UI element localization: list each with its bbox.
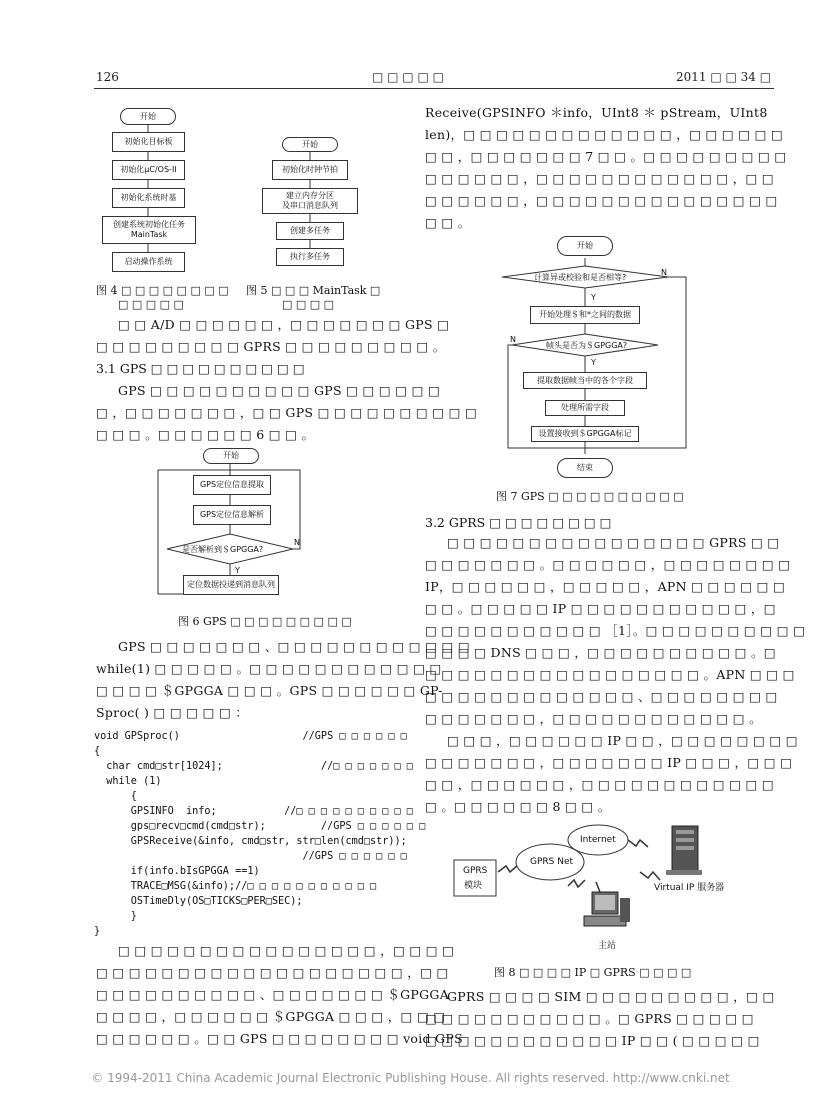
- fig7-set-flag: 设置接收到＄GPGGA标记: [531, 426, 639, 442]
- left-p2-l2: □ ，□ □ □ □ □ □ □ ，□ □ GPS □ □ □ □ □ □ □ □ □ □: [96, 405, 478, 420]
- code-line-3: char cmd□str[1024]; //□ □ □ □ □ □ □: [94, 761, 413, 772]
- right-p2-l6: □ □ □ □ DNS □ □ □ ，□ □ □ □ □ □ □ □ □ □ 。□: [425, 645, 776, 660]
- code-line-4: while (1): [94, 776, 162, 787]
- right-p2-l3: IP，□ □ □ □ □ □ ，□ □ □ □ □ ，APN □ □ □ □ □ □: [425, 579, 786, 594]
- left-p3-l1: GPS □ □ □ □ □ □ □ 、□ □ □ □ □ □ □ □ □ □ □ □: [118, 639, 470, 654]
- code-line-12: OSTimeDly(OS□TICKS□PER□SEC);: [94, 896, 303, 907]
- fig7-handle-fields: 处理所需字段: [545, 400, 625, 416]
- fig8-gprs-module-l2: 模块: [464, 881, 483, 891]
- code-line-2: {: [94, 746, 101, 757]
- right-p2-l1: □ □ □ □ □ □ □ □ □ □ □ □ □ □ □ □ GPRS □ □: [447, 535, 780, 550]
- fig4-init-timebase: 初始化系统时基: [112, 188, 185, 208]
- left-p1-l2: □ □ □ □ □ □ □ □ □ GPRS □ □ □ □ □ □ □ □ □ 。: [96, 339, 446, 354]
- fig4-create-task-l2: MainTask: [130, 230, 168, 239]
- right-p2-l9: □ □ □ □ □ □ □ ，□ □ □ □ □ □ □ □ □ □ □ □ 。: [425, 711, 762, 726]
- fig7-extract-fields: 提取数据帧当中的各个字段: [523, 372, 647, 389]
- code-line-14: }: [94, 926, 101, 937]
- fig8-caption: 图 8 □ □ □ □ IP □ GPRS □ □ □ □: [494, 966, 692, 979]
- fig4-caption-l2: □ □ □ □ □: [118, 298, 184, 311]
- fig7-decision-header: 帧头是否为＄GPGGA?: [546, 341, 628, 350]
- code-line-1: void GPSproc() //GPS □ □ □ □ □ □: [94, 731, 407, 742]
- copyright-footer: © 1994-2011 China Academic Journal Electronic Publishing House. All rights reserved. http://www.cnki.net: [91, 1071, 730, 1085]
- fig5-partition-l2: 及串口消息队列: [282, 201, 338, 210]
- issue-info: 2011 □ □ 34 □: [676, 70, 772, 84]
- right-p4-l2: □ □ □ □ □ □ □ □ □ □ □ 。□ GPRS □ □ □ □ □: [425, 1011, 754, 1026]
- fig6-parse: GPS定位信息解析: [193, 505, 271, 525]
- fig6-start: 开始: [203, 448, 259, 464]
- fig6-yes: Y: [235, 566, 240, 575]
- fig7-decision-checksum: 计算异或校验和是否相等?: [534, 273, 627, 282]
- fig6-decision: 是否解析到＄GPGGA?: [182, 545, 264, 554]
- fig4-create-task-l1: 创建系统初始化任务: [113, 220, 185, 229]
- code-line-5: {: [94, 791, 137, 802]
- fig5-caption-l2: □ □ □ □: [282, 298, 335, 311]
- fig7-start: 开始: [557, 236, 613, 256]
- right-p1-l1: Receive(GPSINFO ＊info，UInt8 ＊ pStream，UInt8: [425, 105, 768, 120]
- right-p3-l2: □ □ □ □ □ □ □ ，□ □ □ □ □ □ □ IP □ □ □ ，□ □ □: [425, 755, 793, 770]
- section-3-1-heading: 3.1 GPS □ □ □ □ □ □ □ □ □ □: [96, 361, 305, 376]
- left-p3-l3: □ □ □ □ ＄GPGGA □ □ □ 。GPS □ □ □ □ □ □ GP-: [96, 683, 443, 698]
- page-number: 126: [96, 70, 119, 84]
- fig8-master-label: 主站: [598, 941, 617, 951]
- right-p3-l3: □ □ ，□ □ □ □ □ □ ，□ □ □ □ □ □ □ □ □ □ □ □: [425, 777, 775, 792]
- code-line-6: GPSINFO info; //□ □ □ □ □ □ □ □ □ □: [94, 806, 413, 817]
- right-p1-l6: □ □ 。: [425, 215, 471, 230]
- code-line-9: //GPS □ □ □ □ □ □: [94, 851, 407, 862]
- right-p4-l3: □ □ □ □ □ □ □ □ □ □ □ □ IP □ □ ( □ □ □ □ □: [425, 1033, 760, 1048]
- right-p3-l1: □ □ □ ，□ □ □ □ □ □ IP □ □ ，□ □ □ □ □ □ □ □: [447, 733, 798, 748]
- fig6-no: N: [294, 538, 300, 547]
- right-p2-l5: □ □ □ □ □ □ □ □ □ □ □ ［1］。□ □ □ □ □ □ □ □ □ □: [425, 623, 806, 638]
- left-p4-l2: □ □ □ □ □ □ □ □ □ □ □ □ □ □ □ □ □ □ □ ，□ □: [96, 965, 449, 980]
- left-p4-l5: □ □ □ □ □ □ 。□ □ GPS □ □ □ □ □ □ □ □ void GPS: [96, 1031, 463, 1046]
- fig6-post-queue: 定位数据投递到消息队列: [183, 575, 279, 595]
- left-p4-l1: □ □ □ □ □ □ □ □ □ □ □ □ □ □ □ □ ，□ □ □ □: [118, 943, 455, 958]
- code-line-10: if(info.bIsGPGGA ==1): [94, 866, 260, 877]
- code-line-8: GPSReceive(&info, cmd□str, str□len(cmd□str));: [94, 836, 407, 847]
- fig7-no-2: N: [510, 335, 516, 344]
- fig8-server-icon: [666, 826, 702, 875]
- fig8-pc-icon: [584, 892, 630, 926]
- fig7-caption: 图 7 GPS □ □ □ □ □ □ □ □ □ □: [496, 490, 684, 503]
- right-p4-l1: GPRS □ □ □ □ SIM □ □ □ □ □ □ □ □ □ ，□ □: [447, 989, 775, 1004]
- fig5-run-tasks: 执行多任务: [276, 248, 344, 266]
- fig4-init-ucos: 初始化μC/OS-II: [112, 160, 185, 180]
- right-p1-l4: □ □ □ □ □ □ ，□ □ □ □ □ □ □ □ □ □ □ □ ，□ □: [425, 171, 775, 186]
- fig5-create-partition: [262, 188, 358, 214]
- fig7-end: 结束: [557, 458, 613, 478]
- left-p4-l4: □ □ □ □ ，□ □ □ □ □ □ ＄GPGGA □ □ □ ，□ □ □: [96, 1009, 446, 1024]
- right-p1-l5: □ □ □ □ □ □ ，□ □ □ □ □ □ □ □ □ □ □ □ □ □ □: [425, 193, 778, 208]
- left-p3-l4: Sproc( ) □ □ □ □ □ ：: [96, 705, 249, 720]
- header-rule: [94, 88, 774, 89]
- fig5-caption-l1: 图 5 □ □ □ MainTask □: [246, 284, 381, 297]
- left-p1-l1: □ □ A/D □ □ □ □ □ □ ，□ □ □ □ □ □ □ GPS □: [118, 317, 450, 332]
- left-p3-l2: while(1) □ □ □ □ □ 。□ □ □ □ □ □ □ □ □ □ □ □: [96, 661, 442, 676]
- fig7-yes-2: Y: [591, 358, 596, 367]
- fig4-caption-l1: 图 4 □ □ □ □ □ □ □ □: [96, 284, 229, 297]
- fig4-start: 开始: [120, 108, 176, 125]
- left-p2-l1: GPS □ □ □ □ □ □ □ □ □ □ GPS □ □ □ □ □ □: [118, 383, 441, 398]
- right-p2-l7: □ □ □ □ □ □ □ □ □ □ □ □ □ □ □ □ □ 。APN □ □ □: [425, 667, 795, 682]
- fig4-init-board: 初始化目标板: [112, 132, 185, 152]
- fig5-create-tasks: 创建多任务: [276, 222, 344, 240]
- fig7-process-data: 开始处理＄和*之间的数据: [530, 306, 640, 324]
- fig8-gprs-module-l1: GPRS: [463, 866, 488, 876]
- fig5-partition-l1: 建立内存分区: [286, 191, 334, 200]
- right-p2-l8: □ □ □ □ □ □ □ □ □ □ □ □ □ 、□ □ □ □ □ □ □ □: [425, 689, 778, 704]
- code-line-13: }: [94, 911, 137, 922]
- right-p3-l4: □ 。□ □ □ □ □ □ 8 □ □ 。: [425, 799, 611, 814]
- left-p4-l3: □ □ □ □ □ □ □ □ □ □ 、□ □ □ □ □ □ □ ＄GPGGA: [96, 987, 450, 1002]
- left-p2-l3: □ □ □ 。□ □ □ □ □ □ 6 □ □ 。: [96, 427, 315, 442]
- right-p1-l2: len)，□ □ □ □ □ □ □ □ □ □ □ □ □ ，□ □ □ □ □ □: [425, 127, 784, 142]
- journal-title: □ □ □ □ □: [372, 70, 444, 84]
- fig4-create-task: [102, 216, 196, 244]
- right-p1-l3: □ □ ，□ □ □ □ □ □ □ 7 □ □ 。□ □ □ □ □ □ □ □ □: [425, 149, 787, 164]
- fig5-init-tick: 初始化时钟节拍: [272, 160, 348, 180]
- fig6-extract: GPS定位信息提取: [193, 475, 271, 495]
- fig6-caption: 图 6 GPS □ □ □ □ □ □ □ □ □: [178, 615, 352, 628]
- code-line-11: TRACE□MSG(&info);//□ □ □ □ □ □ □ □ □ □ □: [94, 881, 377, 892]
- code-line-7: gps□recv□cmd(cmd□str); //GPS □ □ □ □ □ □: [94, 821, 426, 832]
- fig8-internet-label: Internet: [580, 835, 616, 845]
- fig8-server-label: Virtual IP 服务器: [654, 883, 725, 893]
- fig7-no-1: N: [661, 268, 667, 277]
- right-p2-l4: □ □ 。□ □ □ □ □ IP □ □ □ □ □ □ □ □ □ □ □ ，□: [425, 601, 776, 616]
- fig7-yes-1: Y: [591, 293, 596, 302]
- fig5-start: 开始: [282, 137, 338, 152]
- section-3-2-heading: 3.2 GPRS □ □ □ □ □ □ □ □: [425, 515, 612, 530]
- fig4-start-os: 启动操作系统: [112, 252, 185, 272]
- right-p2-l2: □ □ □ □ □ □ □ 。□ □ □ □ □ □ ，□ □ □ □ □ □ □ □: [425, 557, 791, 572]
- fig8-gprs-net-label: GPRS Net: [530, 857, 574, 867]
